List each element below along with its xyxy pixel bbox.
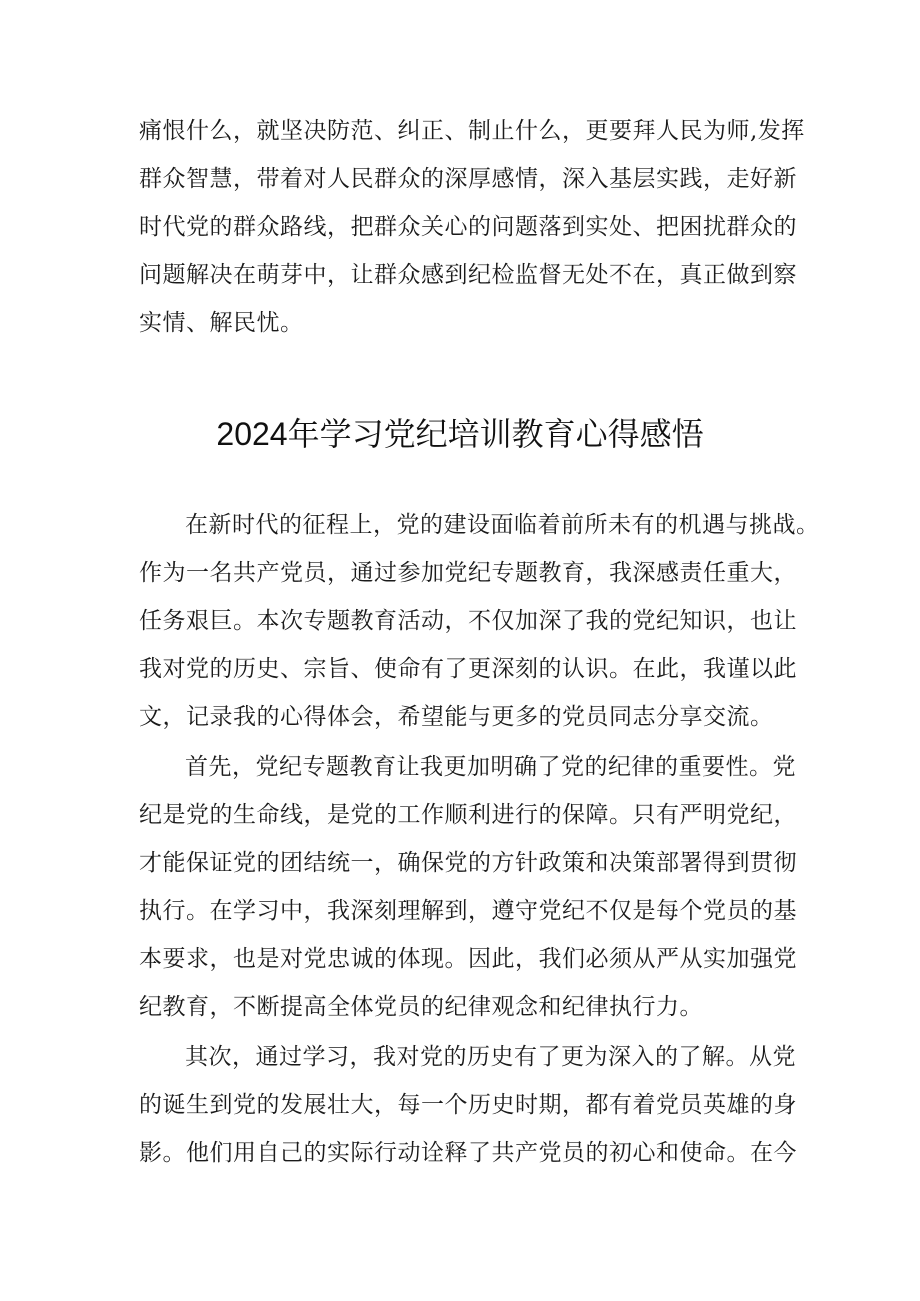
text-line: 本要求，也是对党忠诚的体现。因此，我们必须从严从实加强党 [139,946,797,972]
text-line: 才能保证党的团结统一，确保党的方针政策和决策部署得到贯彻 [139,850,797,876]
text-line: 在新时代的征程上，党的建设面临着前所未有的机遇与挑战。 [185,512,820,538]
text-line: 作为一名共产党员，通过参加党纪专题教育，我深感责任重大， [139,560,797,586]
text-line: 文，记录我的心得体会，希望能与更多的党员同志分享交流。 [139,704,774,730]
text-line: 时代党的群众路线，把群众关心的问题落到实处、把困扰群众的 [139,214,797,240]
text-line: 群众智慧，带着对人民群众的深厚感情，深入基层实践，走好新 [139,166,797,192]
text-line: 任务艰巨。本次专题教育活动，不仅加深了我的党纪知识，也让 [139,608,797,634]
text-line: 纪是党的生命线，是党的工作顺利进行的保障。只有严明党纪， [139,802,797,828]
text-line: 首先，党纪专题教育让我更加明确了党的纪律的重要性。党 [185,754,796,780]
text-line: 实情、解民忧。 [139,310,304,336]
text-line: 影。他们用自己的实际行动诠释了共产党员的初心和使命。在今 [139,1140,797,1166]
text-line: 的诞生到党的发展壮大，每一个历史时期，都有着党员英雄的身 [139,1092,797,1118]
text-line: 问题解决在萌芽中，让群众感到纪检监督无处不在，真正做到察 [139,262,797,288]
text-line: 我对党的历史、宗旨、使命有了更深刻的认识。在此，我谨以此 [139,656,797,682]
text-line: 纪教育，不断提高全体党员的纪律观念和纪律执行力。 [139,994,703,1020]
document-title: 2024年学习党纪培训教育心得感悟 [216,416,704,452]
text-line: 痛恨什么，就坚决防范、纠正、制止什么，更要拜人民为师,发挥 [139,118,805,144]
text-line: 其次，通过学习，我对党的历史有了更为深入的了解。从党 [185,1044,796,1070]
text-line: 执行。在学习中，我深刻理解到，遵守党纪不仅是每个党员的基 [139,898,797,924]
